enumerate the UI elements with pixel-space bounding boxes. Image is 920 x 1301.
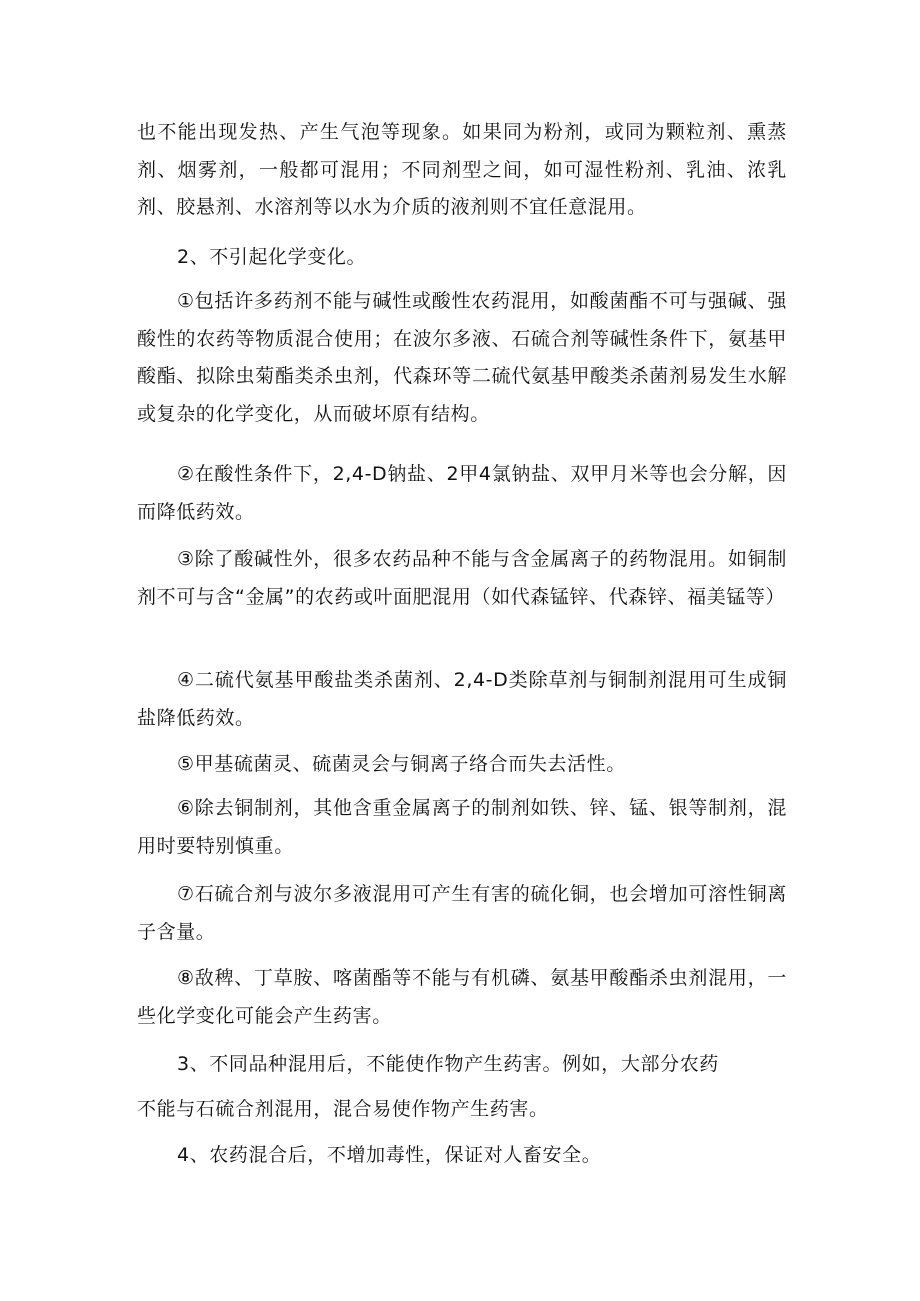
- paragraph-item-5: ⑤甲基硫菌灵、硫菌灵会与铜离子络合而失去活性。: [177, 753, 626, 775]
- paragraph-item-4: ④二硫代氨基甲酸盐类杀菌剂、2,4-D类除草剂与铜制剂混用可生成铜盐降低药效。: [137, 669, 787, 729]
- paragraph-formulation-mixing: 也不能出现发热、产生气泡等现象。如果同为粉剂，或同为颗粒剂、熏蒸剂、烟雾剂，一般都可混用；不同剂型之间，如可湿性粉剂、乳油、浓乳剂、胶悬剂、水溶剂等以水为介质的液剂则不宜任意混用。: [137, 121, 787, 218]
- paragraph-phytotoxicity-continued: 不能与石硫合剂混用，混合易使作物产生药害。: [137, 1098, 549, 1120]
- paragraph-item-1: ①包括许多药剂不能与碱性或酸性农药混用，如酸菌酯不可与强碱、强酸性的农药等物质混合使用；在波尔多液、石硫合剂等碱性条件下，氨基甲酸酯、拟除虫菊酯类杀虫剂，代森环等二硫代氨基甲酸类杀菌剂易发生水解或复杂的化学变化，从而破坏原有结构。: [137, 290, 787, 425]
- paragraph-item-7: ⑦石硫合剂与波尔多液混用可产生有害的硫化铜，也会增加可溶性铜离子含量。: [137, 883, 787, 943]
- heading-no-chemical-change: 2、不引起化学变化。: [177, 246, 367, 268]
- paragraph-item-3: ③除了酸碱性外，很多农药品种不能与含金属离子的药物混用。如铜制剂不可与含“金属”的农药或叶面肥混用（如代森锰锌、代森锌、福美锰等）: [137, 548, 787, 608]
- paragraph-item-6: ⑥除去铜制剂，其他含重金属离子的制剂如铁、锌、锰、银等制剂，混用时要特别慎重。: [137, 797, 787, 857]
- heading-safety: 4、农药混合后，不增加毒性，保证对人畜安全。: [177, 1144, 602, 1166]
- paragraph-item-2: ②在酸性条件下，2,4-D钠盐、2甲4氯钠盐、双甲月米等也会分解，因而降低药效。: [137, 463, 787, 523]
- paragraph-item-8: ⑧敌稗、丁草胺、喀菌酯等不能与有机磷、氨基甲酸酯杀虫剂混用，一些化学变化可能会产生药害。: [137, 967, 787, 1027]
- heading-no-phytotoxicity: 3、不同品种混用后，不能使作物产生药害。例如，大部分农药: [177, 1053, 719, 1075]
